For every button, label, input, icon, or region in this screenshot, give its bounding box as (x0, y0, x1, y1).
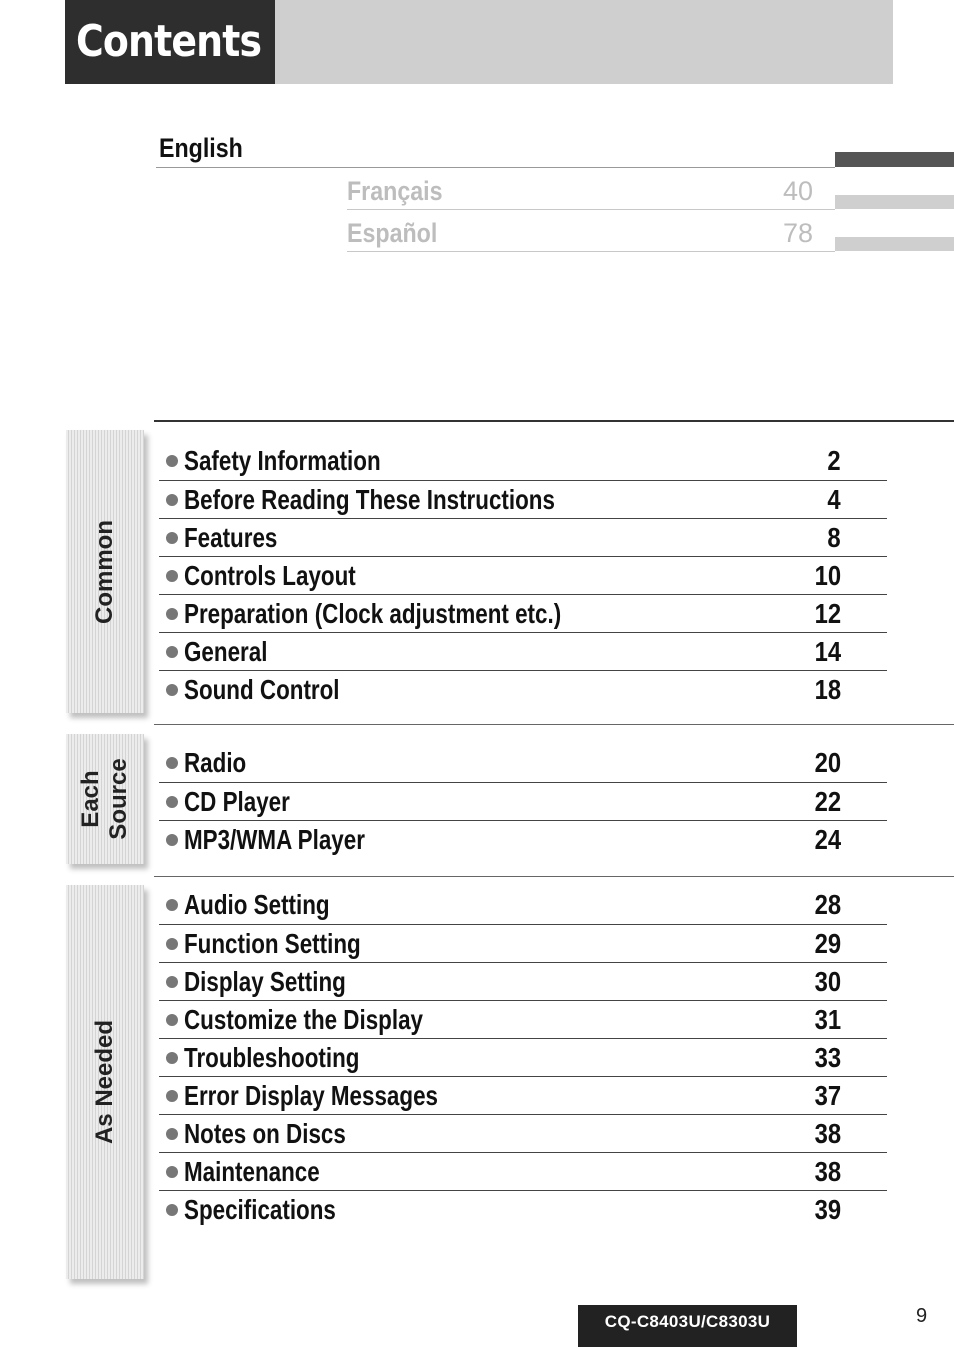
divider (347, 251, 835, 252)
bullet-icon (166, 938, 178, 950)
bullet-icon (166, 1128, 178, 1140)
toc-row[interactable] (159, 442, 887, 480)
toc-page: 18 (814, 674, 841, 705)
toc-page: 38 (814, 1118, 841, 1149)
toc-row[interactable] (159, 1114, 887, 1152)
bullet-icon (166, 1014, 178, 1026)
page-number: 9 (916, 1305, 928, 1327)
toc-row[interactable] (159, 556, 887, 594)
toc-page: 24 (814, 824, 841, 855)
toc-page: 4 (827, 484, 841, 515)
toc-row[interactable] (159, 962, 887, 1000)
toc-title: Radio (184, 747, 247, 778)
bullet-icon (166, 757, 178, 769)
toc-page: 8 (827, 522, 841, 553)
bullet-icon (166, 796, 178, 808)
bullet-icon (166, 1166, 178, 1178)
language-tab-english (835, 152, 954, 167)
toc-page: 30 (814, 966, 841, 997)
toc-title: Error Display Messages (184, 1080, 438, 1111)
toc-title: Safety Information (184, 445, 381, 476)
bullet-icon (166, 608, 178, 620)
toc-page: 29 (814, 928, 841, 959)
divider (347, 209, 835, 210)
toc-row[interactable] (159, 1038, 887, 1076)
toc-row[interactable] (159, 924, 887, 962)
bullet-icon (166, 570, 178, 582)
language-name: Français (347, 176, 443, 206)
toc-title: Audio Setting (184, 889, 330, 920)
bullet-icon (166, 1204, 178, 1216)
toc-page: 38 (814, 1156, 841, 1187)
toc-page: 31 (814, 1004, 841, 1035)
bullet-icon (166, 684, 178, 696)
bullet-icon (166, 1052, 178, 1064)
bullet-icon (166, 646, 178, 658)
toc-page: 39 (814, 1194, 841, 1225)
toc-row[interactable] (159, 1190, 887, 1228)
toc-title: Display Setting (184, 966, 346, 997)
section-tab-label: Common (91, 519, 118, 624)
section-tab-as-needed (66, 885, 144, 1279)
toc-row[interactable] (159, 744, 887, 782)
bullet-icon (166, 1090, 178, 1102)
bullet-icon (166, 899, 178, 911)
language-tab-french (835, 195, 954, 209)
language-english[interactable]: English (159, 133, 243, 163)
toc-row[interactable] (159, 594, 887, 632)
toc-title: Sound Control (184, 674, 340, 705)
section-tab-label: Each Source (77, 758, 132, 840)
toc-row[interactable] (159, 632, 887, 670)
toc-title: CD Player (184, 786, 290, 817)
language-tab-spanish (835, 237, 954, 251)
toc-row[interactable] (159, 1152, 887, 1190)
model-number: CQ-C8403U/C8303U (578, 1305, 797, 1347)
language-row-french[interactable] (347, 170, 835, 210)
bullet-icon (166, 494, 178, 506)
bullet-icon (166, 976, 178, 988)
toc-page: 22 (814, 786, 841, 817)
bullet-icon (166, 834, 178, 846)
toc-list-as-needed (159, 886, 887, 1228)
toc-title: General (184, 636, 268, 667)
language-row-spanish[interactable] (347, 212, 835, 252)
toc-title: Features (184, 522, 278, 553)
toc-page: 12 (814, 598, 841, 629)
divider (156, 167, 835, 168)
toc-page: 28 (814, 889, 841, 920)
section-tab-common (66, 430, 144, 713)
toc-page: 20 (814, 747, 841, 778)
section-tab-label: As Needed (91, 1019, 118, 1145)
section-divider (154, 724, 954, 725)
toc-title: Preparation (Clock adjustment etc.) (184, 598, 562, 629)
toc-row[interactable] (159, 820, 887, 858)
toc-title: Before Reading These Instructions (184, 484, 555, 515)
section-tab-each-source (66, 734, 144, 864)
toc-row[interactable] (159, 480, 887, 518)
toc-page: 14 (814, 636, 841, 667)
toc-title: Specifications (184, 1194, 336, 1225)
toc-row[interactable] (159, 782, 887, 820)
toc-page: 10 (814, 560, 841, 591)
language-page: 40 (782, 176, 813, 206)
toc-title: MP3/WMA Player (184, 824, 365, 855)
toc-row[interactable] (159, 670, 887, 708)
toc-title: Customize the Display (184, 1004, 423, 1035)
section-divider (154, 420, 954, 422)
toc-title: Function Setting (184, 928, 361, 959)
toc-title: Controls Layout (184, 560, 356, 591)
toc-list-common (159, 442, 887, 708)
section-divider (154, 876, 954, 877)
toc-page: 33 (814, 1042, 841, 1073)
toc-row[interactable] (159, 886, 887, 924)
toc-page: 37 (814, 1080, 841, 1111)
toc-row[interactable] (159, 1000, 887, 1038)
language-page: 78 (782, 218, 813, 248)
page-title: Contents (76, 16, 262, 67)
bullet-icon (166, 455, 178, 467)
toc-title: Troubleshooting (184, 1042, 360, 1073)
toc-page: 2 (827, 445, 841, 476)
toc-title: Notes on Discs (184, 1118, 346, 1149)
language-name: Español (347, 218, 438, 248)
toc-title: Maintenance (184, 1156, 320, 1187)
toc-row[interactable] (159, 1076, 887, 1114)
bullet-icon (166, 532, 178, 544)
toc-row[interactable] (159, 518, 887, 556)
toc-list-each-source (159, 744, 887, 858)
